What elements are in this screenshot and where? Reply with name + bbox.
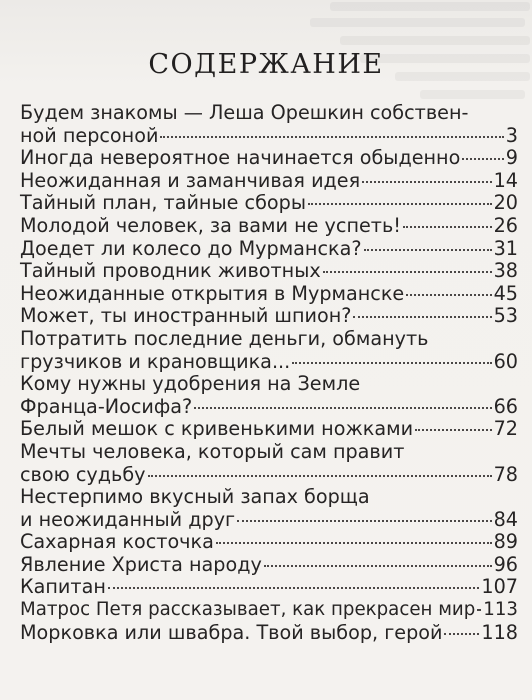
dot-leader — [462, 158, 503, 160]
toc-entry — [20, 260, 518, 283]
dot-leader — [308, 203, 492, 205]
toc-entry-line — [20, 554, 518, 577]
toc-entry — [20, 283, 518, 306]
toc-entry-line — [20, 509, 518, 532]
toc-entry-title: Доедет ли колесо до Мурманска? — [20, 236, 362, 260]
toc-entry-line — [20, 486, 518, 509]
toc-entry-title: Тайный план, тайные сборы — [20, 191, 306, 215]
toc-entry-title: Явление Христа народу — [20, 552, 262, 576]
toc-entry-line — [20, 260, 518, 283]
toc-page-number: 84 — [493, 507, 518, 531]
toc-entry-line — [20, 147, 518, 170]
toc-entry-title: Капитан — [20, 575, 106, 599]
toc-entry-title: Иногда невероятное начинается обыденно — [20, 146, 461, 170]
toc-entry — [20, 102, 518, 147]
toc-entry-title: свою судьбу — [20, 462, 146, 486]
dot-leader — [194, 407, 491, 409]
toc-entry-line — [20, 351, 518, 374]
toc-entry-title: Морковка или швабра. Твой выбор, герой — [20, 620, 443, 644]
toc-page-number: 3 — [505, 123, 518, 147]
toc-entry-title: Кому нужны удобрения на Земле — [20, 372, 361, 396]
toc-entry-line — [20, 328, 518, 351]
toc-page-number: 26 — [493, 213, 518, 237]
dot-leader — [477, 609, 481, 611]
toc-entry — [20, 531, 518, 554]
toc-entry-line — [20, 576, 518, 599]
toc-entry-line — [20, 464, 518, 487]
toc-entry — [20, 554, 518, 577]
toc-page-number: 53 — [493, 304, 518, 328]
toc-entry-line — [20, 599, 518, 622]
toc-entry-line — [20, 215, 518, 238]
toc-entry — [20, 418, 518, 441]
dot-leader — [353, 316, 491, 318]
toc-page-number: 60 — [493, 349, 518, 373]
dot-leader — [444, 633, 479, 635]
toc-entry — [20, 576, 518, 599]
toc-entry — [20, 328, 518, 373]
dot-leader — [148, 475, 492, 477]
toc-entry — [20, 441, 518, 486]
toc-entry-title: Будем знакомы — Леша Орешкин собствен- — [20, 101, 469, 124]
page-title: СОДЕРЖАНИЕ — [148, 49, 384, 80]
dot-leader — [406, 294, 491, 296]
dot-leader — [403, 226, 492, 228]
toc-page-number: 96 — [493, 552, 518, 576]
toc-entry-title: Неожиданная и заманчивая идея — [20, 168, 361, 192]
dot-leader — [292, 362, 491, 364]
toc-page-number: 14 — [493, 168, 518, 192]
toc-entry — [20, 170, 518, 193]
toc-entry-line — [20, 125, 518, 148]
toc-entry-line — [20, 192, 518, 215]
toc-page-number: 9 — [505, 146, 518, 170]
dot-leader — [237, 520, 491, 522]
toc-page-number: 89 — [493, 530, 518, 554]
table-of-contents — [20, 102, 518, 644]
toc-page-number: 118 — [481, 620, 518, 644]
toc-entry — [20, 486, 518, 531]
toc-page-number: 78 — [493, 462, 518, 486]
dot-leader — [264, 565, 492, 567]
dot-leader — [415, 429, 492, 431]
toc-entry-title: Франца-Иосифа? — [20, 394, 193, 418]
toc-entry-title: Тайный проводник животных — [20, 259, 321, 283]
toc-entry — [20, 305, 518, 328]
dot-leader — [108, 587, 479, 589]
toc-entry-title: ной персоной — [20, 123, 159, 147]
toc-entry-title: Потратить последние деньги, обмануть — [20, 326, 429, 350]
toc-entry-title: Нестерпимо вкусный запах борща — [20, 485, 370, 509]
toc-page-number: 72 — [493, 417, 518, 441]
toc-entry-title: Сахарная косточка — [20, 530, 214, 554]
toc-entry-line — [20, 396, 518, 419]
dot-leader — [323, 271, 492, 273]
toc-entry — [20, 147, 518, 170]
toc-entry — [20, 215, 518, 238]
dot-leader — [364, 249, 492, 251]
toc-entry-line — [20, 531, 518, 554]
toc-entry-title: Мечты человека, который сам правит — [20, 439, 405, 463]
toc-entry-title: и неожиданный друг — [20, 507, 236, 531]
toc-entry-title: грузчиков и крановщика... — [20, 349, 291, 373]
toc-entry-line — [20, 441, 518, 464]
dot-leader — [160, 136, 503, 138]
toc-entry-title: Матрос Петя рассказывает, как прекрасен мир — [20, 599, 476, 621]
toc-entry — [20, 373, 518, 418]
toc-page-number: 31 — [493, 236, 518, 260]
toc-entry-title: Белый мешок с кривенькими ножками — [20, 417, 414, 441]
toc-entry — [20, 192, 518, 215]
toc-entry — [20, 622, 518, 645]
toc-page-number: 113 — [483, 599, 518, 621]
toc-entry — [20, 599, 518, 622]
toc-entry-title: Может, ты иностранный шпион? — [20, 304, 352, 328]
toc-entry-line — [20, 373, 518, 396]
toc-entry-line — [20, 238, 518, 261]
toc-entry — [20, 238, 518, 261]
toc-entry-line — [20, 418, 518, 441]
toc-page-number: 45 — [493, 281, 518, 305]
toc-page-number: 20 — [493, 191, 518, 215]
toc-entry-line — [20, 102, 518, 125]
toc-entry-title: Молодой человек, за вами не успеть! — [20, 213, 401, 237]
toc-entry-line — [20, 283, 518, 306]
toc-page-number: 66 — [493, 394, 518, 418]
toc-entry-line — [20, 170, 518, 193]
toc-entry-line — [20, 622, 518, 645]
toc-page-number: 38 — [493, 259, 518, 283]
toc-page-number: 107 — [481, 575, 518, 599]
dot-leader — [362, 181, 491, 183]
toc-entry-title: Неожиданные открытия в Мурманске — [20, 281, 405, 305]
toc-entry-line — [20, 305, 518, 328]
dot-leader — [216, 542, 492, 544]
